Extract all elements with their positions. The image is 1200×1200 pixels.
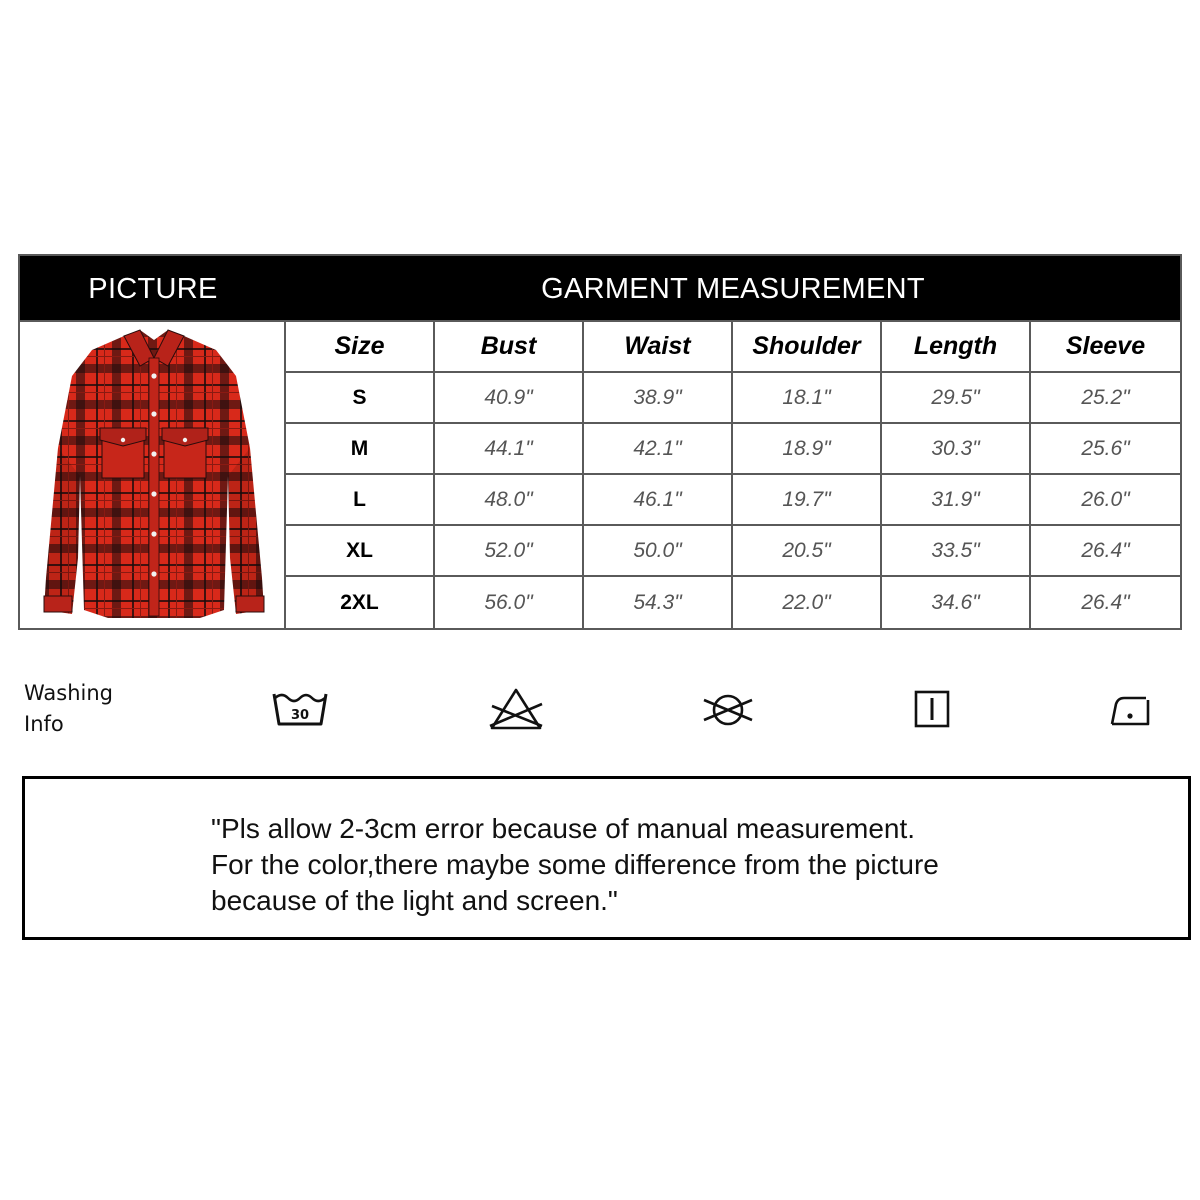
shoulder-value: 20.5" [733, 526, 882, 577]
measurement-note-text: "Pls allow 2-3cm error because of manual measurement. For the color,there maybe some difference from the picture because of the light and screen." [211, 813, 939, 916]
shoulder-value: 18.1" [733, 373, 882, 424]
measurement-note-box [22, 776, 1191, 940]
column-header-size: Size [286, 322, 435, 373]
bust-value: 56.0" [435, 577, 584, 628]
bust-value: 44.1" [435, 424, 584, 475]
plaid-shirt-icon [40, 328, 268, 622]
washing-label-line1: Washing [24, 681, 114, 705]
length-value: 30.3" [882, 424, 1031, 475]
size-label: M [286, 424, 435, 475]
size-label: 2XL [286, 577, 435, 628]
length-value: 29.5" [882, 373, 1031, 424]
size-label: L [286, 475, 435, 526]
waist-value: 46.1" [584, 475, 733, 526]
waist-value: 50.0" [584, 526, 733, 577]
column-header-sleeve: Sleeve [1031, 322, 1180, 373]
sleeve-value: 26.4" [1031, 526, 1180, 577]
length-value: 33.5" [882, 526, 1031, 577]
bust-value: 52.0" [435, 526, 584, 577]
drip-dry-icon [900, 684, 964, 736]
sleeve-value: 26.4" [1081, 590, 1130, 614]
length-value: 34.6" [882, 577, 1031, 628]
shoulder-value: 19.7" [733, 475, 882, 526]
column-header-waist: Waist [584, 322, 733, 373]
sleeve-value: 25.2" [1031, 373, 1180, 424]
bust-value: 48.0" [435, 475, 584, 526]
bust-value: 40.9" [435, 373, 584, 424]
shoulder-value: 22.0" [733, 577, 882, 628]
machine-wash-30-icon [268, 684, 332, 736]
iron-low-heat-icon [1098, 684, 1162, 736]
do-not-tumble-dry-icon [696, 684, 760, 736]
length-value: 31.9" [882, 475, 1031, 526]
waist-value: 42.1" [584, 424, 733, 475]
waist-value: 38.9" [584, 373, 733, 424]
size-label: XL [286, 526, 435, 577]
sleeve-value: 25.6" [1031, 424, 1180, 475]
column-header-shoulder: Shoulder [733, 322, 882, 373]
picture-header: PICTURE [88, 272, 218, 305]
shoulder-value: 18.9" [733, 424, 882, 475]
washing-label-line2: Info [24, 712, 64, 736]
product-picture-cell [20, 322, 286, 628]
sleeve-value: 26.0" [1031, 475, 1180, 526]
column-header-bust: Bust [435, 322, 584, 373]
chart-header [20, 256, 1180, 322]
wash-temperature: 30 [290, 708, 310, 723]
washing-info-label [24, 678, 113, 740]
garment-measurement-header: GARMENT MEASUREMENT [541, 272, 925, 305]
measurement-table [286, 322, 1180, 628]
size-chart [18, 254, 1182, 630]
size-label: S [286, 373, 435, 424]
do-not-bleach-icon [484, 684, 548, 736]
column-header-length: Length [882, 322, 1031, 373]
waist-value: 54.3" [584, 577, 733, 628]
